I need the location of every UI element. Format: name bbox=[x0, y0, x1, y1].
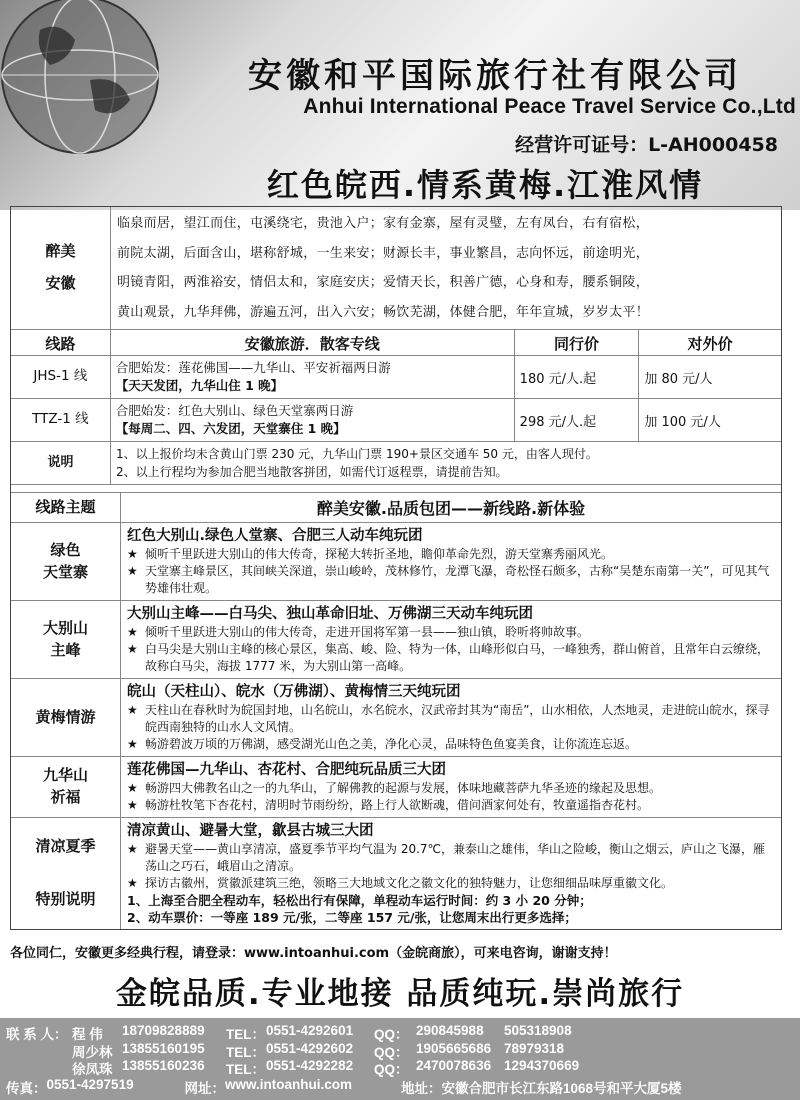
address: 安徽合肥市长江东路1068号和平大厦5楼 bbox=[441, 1080, 682, 1096]
bullet-text: 畅游碧波万顷的万佛湖，感受湖光山色之美，净化心灵，品味特色鱼宴美食，让你流连忘返。 bbox=[145, 737, 638, 751]
section-label-1: 黄梅情游 bbox=[35, 707, 96, 726]
qq-label: QQ： bbox=[374, 1062, 409, 1077]
zuimei-label-1: 醉美 bbox=[45, 242, 76, 261]
section-title: 大别山主峰——白马尖、独山革命旧址、万佛湖三天动车纯玩团 bbox=[127, 606, 533, 622]
theme-section bbox=[11, 601, 781, 679]
star-icon: ★ bbox=[127, 625, 138, 639]
zuimei-row bbox=[11, 207, 781, 330]
section-label-1: 九华山 bbox=[42, 766, 88, 785]
itinerary-table bbox=[10, 206, 782, 930]
special-note: 2、动车票价：一等座 189 元/张，二等座 157 元/张，让您周末出行更多选择； bbox=[127, 910, 577, 925]
section-label bbox=[11, 757, 121, 817]
section-bullet bbox=[127, 702, 775, 736]
section-label bbox=[11, 818, 121, 929]
col-peer-price-header: 同行价 bbox=[515, 330, 640, 355]
company-name-cn: 安徽和平国际旅行社有限公司 bbox=[248, 56, 742, 96]
contact-tel: 0551-4292602 bbox=[266, 1040, 354, 1056]
address-label: 地址： bbox=[401, 1080, 442, 1096]
section-bullet bbox=[127, 563, 775, 597]
website-notice: 各位同仁，安徽更多经典行程，请登录：www.intoanhui.com（金皖商旅），可来电咨询，谢谢支持！ bbox=[10, 946, 617, 961]
col-public-price-header: 对外价 bbox=[687, 335, 733, 353]
star-icon: ★ bbox=[127, 781, 138, 795]
route-code: JHS-1 线 bbox=[11, 356, 111, 398]
col-line-header: 线路 bbox=[11, 330, 111, 355]
zuimei-line: 黄山观景，九华拜佛，游遍五河，出入六安；畅饮芜湖，体健合肥，年年宣城，岁岁太平！ bbox=[117, 304, 650, 320]
theme-section bbox=[11, 679, 781, 757]
section-label-1: 大别山 bbox=[42, 618, 88, 637]
spacer-row bbox=[11, 485, 781, 493]
section-title: 红色大别山.绿色人堂寨、合肥三人动车纯玩团 bbox=[127, 528, 423, 544]
contact-tel: 0551-4292601 bbox=[266, 1023, 354, 1038]
contact-row bbox=[6, 1058, 794, 1076]
zuimei-label bbox=[11, 207, 111, 329]
bullet-text: 避暑天堂——黄山享清凉，盛夏季节平均气温为 20.7℃，兼泰山之雄伟，华山之险峻，衡山之烟云，庐山之飞瀑，雁荡山之巧石，峨眉山之清凉。 bbox=[145, 842, 766, 873]
zuimei-line: 前院太湖，后面含山，堪称舒城，一生来安；财源长丰，事业繁昌，志向怀远，前途明光， bbox=[117, 245, 650, 261]
tel-label: TEL： bbox=[226, 1062, 265, 1077]
route-row bbox=[11, 356, 781, 399]
bullet-text: 倾听千里跃进大别山的伟大传奇，探秘大转折圣地，瞻仰革命先烈，游天堂寨秀丽风光。 bbox=[145, 547, 614, 561]
fax-label: 传真： bbox=[6, 1080, 47, 1096]
contact-qq: 2470078636 bbox=[416, 1058, 492, 1073]
contact-name: 徐凤珠 bbox=[72, 1062, 113, 1077]
contact-tel: 0551-4292282 bbox=[266, 1058, 354, 1073]
theme-section bbox=[11, 818, 781, 929]
themes-label: 线路主题 bbox=[11, 493, 121, 522]
peer-price: 180 元/人.起 bbox=[515, 356, 640, 398]
bullet-text: 探访古徽州，赏徽派建筑三绝，领略三大地域文化之徽文化的独特魅力，让您细细品味厚重徽文化。 bbox=[145, 876, 674, 890]
section-label-2: 主峰 bbox=[50, 640, 81, 659]
route-title: 合肥始发：莲花佛国——九华山、平安祈福两日游 bbox=[115, 360, 391, 375]
star-icon: ★ bbox=[127, 842, 138, 856]
public-price: 加 100 元/人 bbox=[644, 414, 721, 430]
contact-qq: 290845988 bbox=[416, 1023, 484, 1038]
fax-number: 0551-4297519 bbox=[46, 1076, 134, 1092]
contact-phone: 18709828889 bbox=[122, 1023, 205, 1038]
theme-section bbox=[11, 757, 781, 818]
peer-price: 298 元/人.起 bbox=[515, 399, 640, 441]
star-icon: ★ bbox=[127, 703, 138, 717]
note-line: 1、以上报价均未含黄山门票 230 元，九华山门票 190+景区交通车 50 元，由客人现付。 bbox=[116, 447, 598, 461]
section-bullet bbox=[127, 546, 775, 563]
section-bullet bbox=[127, 875, 775, 892]
contact-bar bbox=[0, 1018, 800, 1100]
star-icon: ★ bbox=[127, 642, 138, 656]
section-content bbox=[121, 601, 781, 678]
web-label: 网址： bbox=[184, 1080, 225, 1096]
notes-row bbox=[11, 442, 781, 485]
section-bullet bbox=[127, 624, 775, 641]
section-title: 皖山（天柱山）、皖水（万佛湖）、黄梅情三天纯玩团 bbox=[127, 684, 461, 700]
bullet-text: 天柱山在春秋时为皖国封地，山名皖山，水名皖水，汉武帝封其为“南岳”，山水相依，人杰地灵，走进皖山皖水，探寻皖西南独特的山水人文风情。 bbox=[145, 703, 770, 734]
contact-row bbox=[6, 1023, 794, 1041]
section-bullet bbox=[127, 841, 775, 875]
section-title: 清凉黄山、避暑大堂，歙县古城三大团 bbox=[127, 823, 374, 839]
note-line: 2、以上行程均为参加合肥当地散客拼团，如需代订返程票，请提前告知。 bbox=[116, 465, 508, 479]
globe-logo-icon bbox=[0, 0, 190, 165]
contact-phone: 13855160236 bbox=[122, 1058, 205, 1073]
contact-row bbox=[6, 1041, 794, 1059]
special-note: 1、上海至合肥全程动车，轻松出行有保障，单程动车运行时间：约 3 小 20 分钟； bbox=[127, 893, 592, 908]
section-label-1: 绿色 bbox=[50, 540, 81, 559]
route-detail: 【天天发团，九华山住 1 晚】 bbox=[115, 378, 284, 393]
header-slogan: 红色皖西.情系黄梅.江淮风情 bbox=[266, 166, 704, 204]
section-content bbox=[121, 818, 781, 929]
special-notes-label: 特别说明 bbox=[35, 889, 96, 908]
bullet-text: 畅游四大佛教名山之一的九华山，了解佛教的起源与发展，体味地藏菩萨九华圣迹的缘起及思想。 bbox=[145, 781, 662, 795]
contact-phone: 13855160195 bbox=[122, 1040, 205, 1056]
contact-label: 联 系 人： bbox=[6, 1027, 68, 1042]
section-content bbox=[121, 757, 781, 817]
qq-label: QQ： bbox=[374, 1027, 409, 1042]
star-icon: ★ bbox=[127, 547, 138, 561]
section-label bbox=[11, 523, 121, 600]
section-label-2: 天堂寨 bbox=[42, 562, 88, 581]
section-label bbox=[11, 679, 121, 756]
section-label bbox=[11, 601, 121, 678]
section-title: 莲花佛国—九华山、杏花村、合肥纯玩品质三大团 bbox=[127, 762, 446, 778]
themes-header-row bbox=[11, 493, 781, 523]
star-icon: ★ bbox=[127, 737, 138, 751]
bullet-text: 白马尖是大别山主峰的核心景区，集高、峻、险、特为一体，山峰形似白马，一峰独秀，群山俯首，且常年白云缭绕，故称白马尖，海拔 1777 米，为大别山第一高峰。 bbox=[145, 642, 770, 673]
header-banner bbox=[0, 0, 800, 210]
themes-heading: 醉美安徽.品质包团——新线路.新体验 bbox=[316, 499, 586, 518]
bullet-text: 天堂寨主峰景区，其间峡关深道，崇山峻岭，茂林修竹，龙潭飞瀑，奇松怪石颇多，古称“吴楚东南第一关”，可见其气势雄伟壮观。 bbox=[145, 564, 770, 595]
route-title: 合肥始发：红色大别山、绿色天堂寨两日游 bbox=[115, 403, 354, 418]
contact-name: 周少林 bbox=[72, 1044, 113, 1060]
contact-qq: 1905665686 bbox=[416, 1040, 492, 1056]
section-bullet bbox=[127, 797, 775, 814]
route-detail: 【每周二、四、六发团，天堂寨住 1 晚】 bbox=[115, 421, 346, 436]
section-bullet bbox=[127, 641, 775, 675]
license-number: 经营许可证号：L-AH000458 bbox=[515, 134, 778, 156]
section-label-2: 祈福 bbox=[50, 788, 81, 806]
bullet-text: 倾听千里跃进大别山的伟大传奇，走进开国将军第一县——独山镇，聆听将帅故事。 bbox=[145, 625, 590, 639]
star-icon: ★ bbox=[127, 564, 138, 578]
col-route-header: 安徽旅游．散客专线 bbox=[111, 330, 515, 355]
section-bullet bbox=[127, 736, 775, 753]
footer-slogan: 金皖品质.专业地接 品质纯玩.崇尚旅行 bbox=[115, 976, 685, 1012]
section-label-1: 清凉夏季 bbox=[35, 837, 96, 856]
contact-name: 程 伟 bbox=[72, 1027, 103, 1042]
star-icon: ★ bbox=[127, 798, 138, 812]
routes-header-row bbox=[11, 330, 781, 356]
notes-label: 说明 bbox=[11, 442, 111, 484]
route-desc bbox=[111, 356, 515, 398]
contact-qq: 78979318 bbox=[504, 1040, 565, 1056]
zuimei-text bbox=[111, 207, 781, 329]
section-bullet bbox=[127, 780, 775, 797]
contact-qq: 505318908 bbox=[504, 1023, 572, 1038]
zuimei-line: 临泉而居，望江而住，屯溪绕宅，贵池入户；家有金寨，屋有灵璧，左有凤台，右有宿松， bbox=[117, 216, 650, 231]
qq-label: QQ： bbox=[374, 1044, 409, 1060]
tel-label: TEL： bbox=[226, 1027, 265, 1042]
public-price: 加 80 元/人 bbox=[644, 371, 713, 387]
fax-web-address-row bbox=[6, 1077, 794, 1097]
notes-text bbox=[111, 442, 781, 484]
section-content bbox=[121, 523, 781, 600]
zuimei-line: 明镜青阳，两淮裕安，情侣太和，家庭安庆；爱情天长，积善广德，心身和寿，腰系铜陵， bbox=[117, 275, 650, 290]
contact-qq: 1294370669 bbox=[504, 1058, 580, 1073]
zuimei-label-2: 安徽 bbox=[45, 274, 76, 292]
route-row bbox=[11, 399, 781, 442]
section-content bbox=[121, 679, 781, 756]
tel-label: TEL： bbox=[226, 1044, 265, 1060]
website-url[interactable]: www.intoanhui.com bbox=[225, 1076, 352, 1092]
route-code: TTZ-1 线 bbox=[11, 399, 111, 441]
theme-section bbox=[11, 523, 781, 601]
bullet-text: 畅游杜牧笔下杏花村，清明时节雨纷纷，路上行人欲断魂，借问酒家何处有，牧童遥指杏花村。 bbox=[145, 798, 650, 812]
company-name-en: Anhui International Peace Travel Service Co.,Ltd bbox=[303, 95, 796, 118]
route-desc bbox=[111, 399, 515, 441]
star-icon: ★ bbox=[127, 876, 138, 890]
